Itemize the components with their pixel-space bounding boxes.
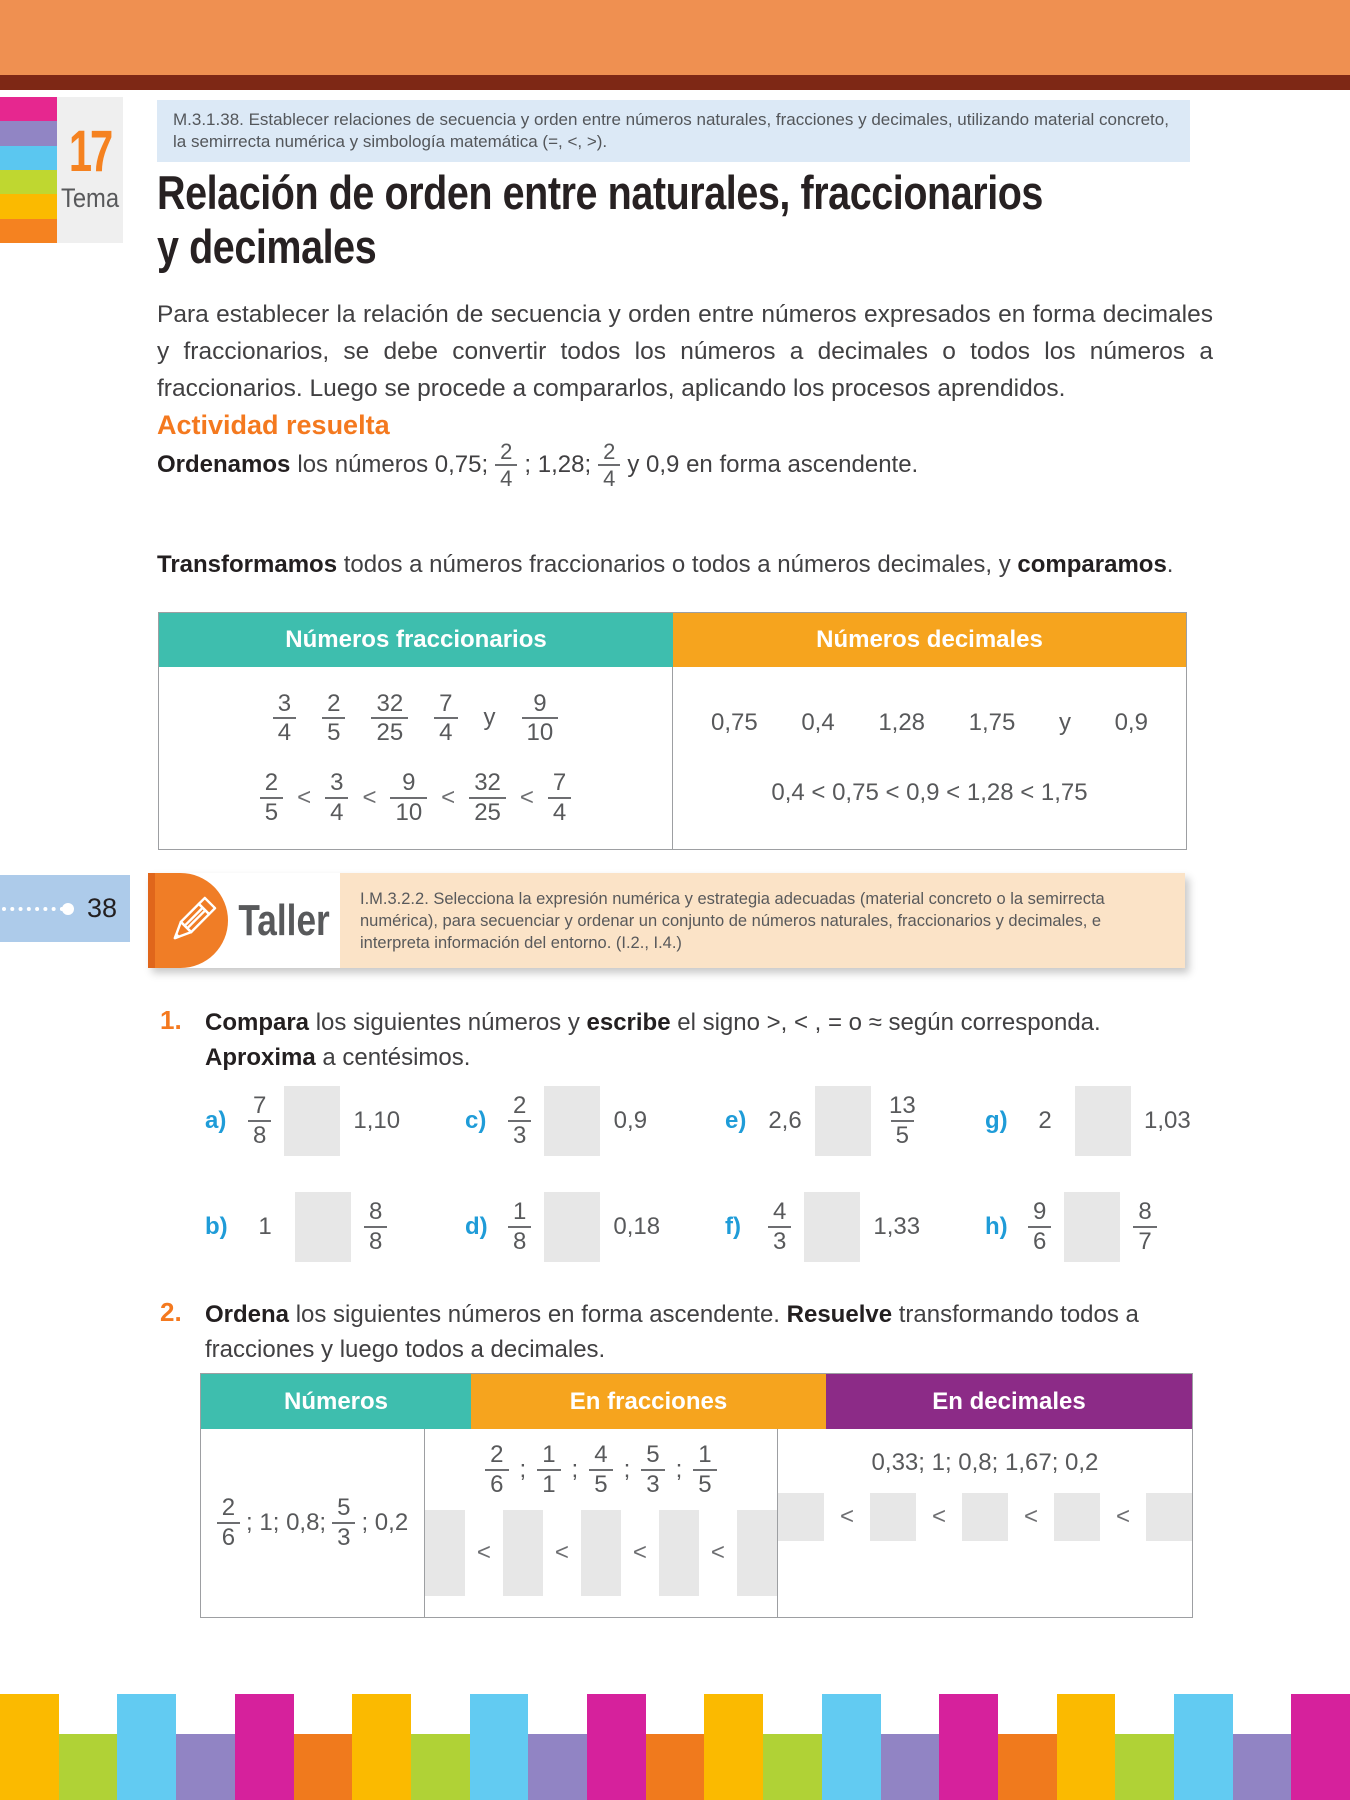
answer-box[interactable] xyxy=(295,1192,351,1262)
table2-header-numeros: Números xyxy=(201,1374,471,1429)
exercise1-line1: Compara los siguientes números y escribe el signo >, < , = o ≈ según corresponda. xyxy=(205,1009,1101,1036)
color-bar xyxy=(939,1694,998,1800)
fraction: $\frac{2}{6}$ xyxy=(217,1494,240,1551)
ordenamos-mid: ; 1,28; xyxy=(524,451,592,478)
pencil-icon xyxy=(163,892,221,950)
maroon-strip xyxy=(0,75,1350,90)
ordenamos-line xyxy=(157,428,918,502)
fraction: $\frac{2}{6}$ xyxy=(485,1441,508,1498)
color-bar xyxy=(763,1734,822,1800)
tema-color-square xyxy=(0,121,57,145)
compare-item-g: g) 2 1,03 xyxy=(985,1082,1191,1160)
color-bar xyxy=(352,1694,411,1800)
compare-item-e: e) 2,6 $\frac{13}{5}$ xyxy=(725,1082,921,1160)
exercise1-line2: Aproxima a centésimos. xyxy=(205,1044,471,1071)
fraction: $\frac{2}{5}$ xyxy=(322,690,345,747)
decimals-given-row: 0,33; 1; 0,8; 1,67; 0,2 xyxy=(871,1449,1099,1476)
decorative-bars xyxy=(0,1694,1350,1800)
table2-header-fracciones: En fracciones xyxy=(471,1374,826,1429)
color-bar xyxy=(1291,1694,1350,1800)
exercise1-row2 xyxy=(0,1188,1350,1266)
transformamos-bold: Transformamos xyxy=(157,551,338,578)
tema-label: Tema xyxy=(60,183,120,213)
fractions-answer-row: < < < < xyxy=(425,1510,777,1596)
taller-strip xyxy=(148,873,1185,968)
order-exercise-table xyxy=(200,1373,1193,1618)
tema-color-square xyxy=(0,97,57,121)
answer-box[interactable] xyxy=(425,1510,465,1596)
answer-box[interactable] xyxy=(737,1510,777,1596)
answer-box[interactable] xyxy=(284,1086,340,1156)
taller-label: Taller xyxy=(238,895,330,945)
answer-box[interactable] xyxy=(1075,1086,1131,1156)
fraction: $\frac{32}{25}$ xyxy=(371,690,408,747)
dot xyxy=(62,903,74,915)
answer-box[interactable] xyxy=(581,1510,621,1596)
fraction: $\frac{5}{3}$ xyxy=(641,1441,664,1498)
color-bar xyxy=(998,1734,1057,1800)
color-bar xyxy=(881,1734,940,1800)
page-number-tab xyxy=(0,875,130,942)
answer-box[interactable] xyxy=(1146,1493,1192,1541)
fraction: $\frac{5}{3}$ xyxy=(332,1494,355,1551)
exercise2-instructions: Ordena los siguientes números en forma ascendente. Resuelve transformando todos a fracciones y luego todos a decimales. xyxy=(205,1301,1139,1363)
ordenamos-post: y 0,9 en forma ascendente. xyxy=(627,451,919,478)
decimals-answer-row: < < < < xyxy=(778,1493,1192,1541)
color-bar xyxy=(1115,1734,1174,1800)
tema-color-squares xyxy=(0,97,57,243)
taller-badge xyxy=(148,873,228,968)
top-banner xyxy=(0,0,1350,75)
curriculum-standard-box: M.3.1.38. Establecer relaciones de secuencia y orden entre números naturales, fracciones y decimales, utilizando material concreto, la semirrecta numérica y simbología matemática (=, <, >). xyxy=(157,100,1190,162)
solved-activity-table xyxy=(158,612,1187,850)
activity-heading: Actividad resuelta xyxy=(157,410,390,440)
tema-badge xyxy=(57,97,123,243)
page-title-line2: y decimales xyxy=(157,220,377,273)
less-than-sign: < xyxy=(362,783,377,811)
color-bar xyxy=(470,1694,529,1800)
color-bar xyxy=(528,1734,587,1800)
less-than-sign: < xyxy=(297,783,312,811)
exercise1-instructions xyxy=(205,1005,1195,1075)
color-bar xyxy=(0,1694,59,1800)
compare-item-a: a) $\frac{7}{8}$ 1,10 xyxy=(205,1082,400,1160)
fraction: $\frac{4}{3}$ xyxy=(768,1198,791,1255)
page-title xyxy=(157,166,1165,274)
fraction: $\frac{8}{8}$ xyxy=(364,1198,387,1255)
color-bar xyxy=(646,1734,705,1800)
exercise1-row1 xyxy=(0,1082,1350,1160)
answer-box[interactable] xyxy=(544,1086,600,1156)
intro-paragraph: Para establecer la relación de secuencia y orden entre números expresados en forma decimales y fraccionarios, se debe convertir todos los números a decimales o todos los números a fraccionarios. Luego se procede a compararlos, aplicando los procesos aprendidos. xyxy=(157,301,1213,402)
table2-cell-numeros: $\frac{2}{6}$ ; 1; 0,8; $\frac{5}{3}$ ; 0,2 xyxy=(201,1429,425,1617)
fraction: $\frac{2}{4}$ xyxy=(598,439,620,492)
fraction: $\frac{2}{3}$ xyxy=(508,1092,531,1149)
ordenamos-bold: Ordenamos xyxy=(157,451,291,478)
tema-color-square xyxy=(0,219,57,243)
table1-cell-decimales xyxy=(673,667,1186,849)
less-than-sign: < xyxy=(441,783,456,811)
fraction: $\frac{8}{7}$ xyxy=(1133,1198,1156,1255)
fraction: $\frac{9}{10}$ xyxy=(522,690,559,747)
color-bar xyxy=(235,1694,294,1800)
fraction: $\frac{3}{4}$ xyxy=(325,769,348,826)
color-bar xyxy=(176,1734,235,1800)
dotted-line xyxy=(2,907,64,911)
page-number: 38 xyxy=(86,893,118,923)
answer-box[interactable] xyxy=(503,1510,543,1596)
table2-cell-decimales xyxy=(778,1429,1192,1617)
fraction: $\frac{4}{5}$ xyxy=(589,1441,612,1498)
exercise2-number: 2. xyxy=(160,1297,182,1327)
answer-box[interactable] xyxy=(870,1493,916,1541)
fractions-ordered-row xyxy=(260,769,572,826)
color-bar xyxy=(1057,1694,1116,1800)
ordenamos-pre: los números 0,75; xyxy=(297,451,489,478)
answer-box[interactable] xyxy=(778,1493,824,1541)
taller-standard-box: I.M.3.2.2. Selecciona la expresión numérica y estrategia adecuadas (material concreto o la semirrecta numérica), para secuenciar y ordenar un conjunto de números naturales, fraccionarios y decimales, e interpreta información del entorno. (I.2., I.4.) xyxy=(340,873,1185,968)
compare-item-h: h) $\frac{9}{6}$ $\frac{8}{7}$ xyxy=(985,1188,1157,1266)
color-bar xyxy=(117,1694,176,1800)
comparamos-bold: comparamos xyxy=(1017,551,1167,578)
fraction: $\frac{1}{1}$ xyxy=(537,1441,560,1498)
fraction: $\frac{3}{4}$ xyxy=(273,690,296,747)
answer-box[interactable] xyxy=(804,1192,860,1262)
answer-box[interactable] xyxy=(815,1086,871,1156)
color-bar xyxy=(704,1694,763,1800)
color-bar xyxy=(587,1694,646,1800)
y-word: y xyxy=(483,704,496,732)
table1-cell-fracciones xyxy=(159,667,673,849)
fraction: $\frac{9}{10}$ xyxy=(390,769,427,826)
transformamos-line: Transformamos todos a números fraccionarios o todos a números decimales, y comparamos. xyxy=(157,551,1174,578)
taller-label-area xyxy=(228,873,340,968)
color-bar xyxy=(1233,1734,1292,1800)
fraction: $\frac{7}{4}$ xyxy=(434,690,457,747)
table2-header-row xyxy=(201,1374,1192,1429)
decimals-list-row: 0,75 0,4 1,28 1,75 y 0,9 xyxy=(711,709,1148,736)
fraction: $\frac{32}{25}$ xyxy=(469,769,506,826)
color-bar xyxy=(822,1694,881,1800)
color-bar xyxy=(411,1734,470,1800)
fraction: $\frac{9}{6}$ xyxy=(1028,1198,1051,1255)
answer-box[interactable] xyxy=(1064,1192,1120,1262)
compare-item-d: d) $\frac{1}{8}$ 0,18 xyxy=(465,1188,660,1266)
compare-item-f: f) $\frac{4}{3}$ 1,33 xyxy=(725,1188,920,1266)
fraction: $\frac{13}{5}$ xyxy=(889,1092,916,1149)
page-title-line1: Relación de orden entre naturales, fraccionarios xyxy=(157,166,1043,219)
less-than-sign: < xyxy=(519,783,534,811)
fraction: $\frac{2}{4}$ xyxy=(495,439,517,492)
fraction: $\frac{7}{8}$ xyxy=(248,1092,271,1149)
fraction: $\frac{2}{5}$ xyxy=(260,769,283,826)
color-bar xyxy=(59,1734,118,1800)
fraction: $\frac{7}{4}$ xyxy=(548,769,571,826)
fraction: $\frac{1}{8}$ xyxy=(508,1198,531,1255)
answer-box[interactable] xyxy=(1054,1493,1100,1541)
fraction: $\frac{1}{5}$ xyxy=(693,1441,716,1498)
exercise1-number: 1. xyxy=(160,1005,182,1035)
color-bar xyxy=(1174,1694,1233,1800)
table2-cell-fracciones xyxy=(425,1429,778,1617)
decimals-ordered-row: 0,4 < 0,75 < 0,9 < 1,28 < 1,75 xyxy=(771,779,1088,806)
fractions-list-row xyxy=(273,690,558,747)
tema-number: 17 xyxy=(68,119,112,184)
table2-header-decimales: En decimales xyxy=(826,1374,1192,1429)
tema-color-square xyxy=(0,170,57,194)
table1-header-decimales: Números decimales xyxy=(673,613,1186,667)
compare-item-c: c) $\frac{2}{3}$ 0,9 xyxy=(465,1082,647,1160)
answer-box[interactable] xyxy=(544,1192,600,1262)
tema-color-square xyxy=(0,194,57,218)
answer-box[interactable] xyxy=(659,1510,699,1596)
compare-item-b: b) 1 $\frac{8}{8}$ xyxy=(205,1188,387,1266)
color-bar xyxy=(294,1734,353,1800)
fractions-given-row: $\frac{2}{6}$ ; $\frac{1}{1}$ ; $\frac{4}{5}$ ; $\frac{5}{3}$ ; $\frac{1}{5}$ xyxy=(485,1441,716,1498)
answer-box[interactable] xyxy=(962,1493,1008,1541)
tema-color-square xyxy=(0,146,57,170)
table1-header-row xyxy=(159,613,1186,667)
table1-header-fraccionarios: Números fraccionarios xyxy=(159,613,673,667)
